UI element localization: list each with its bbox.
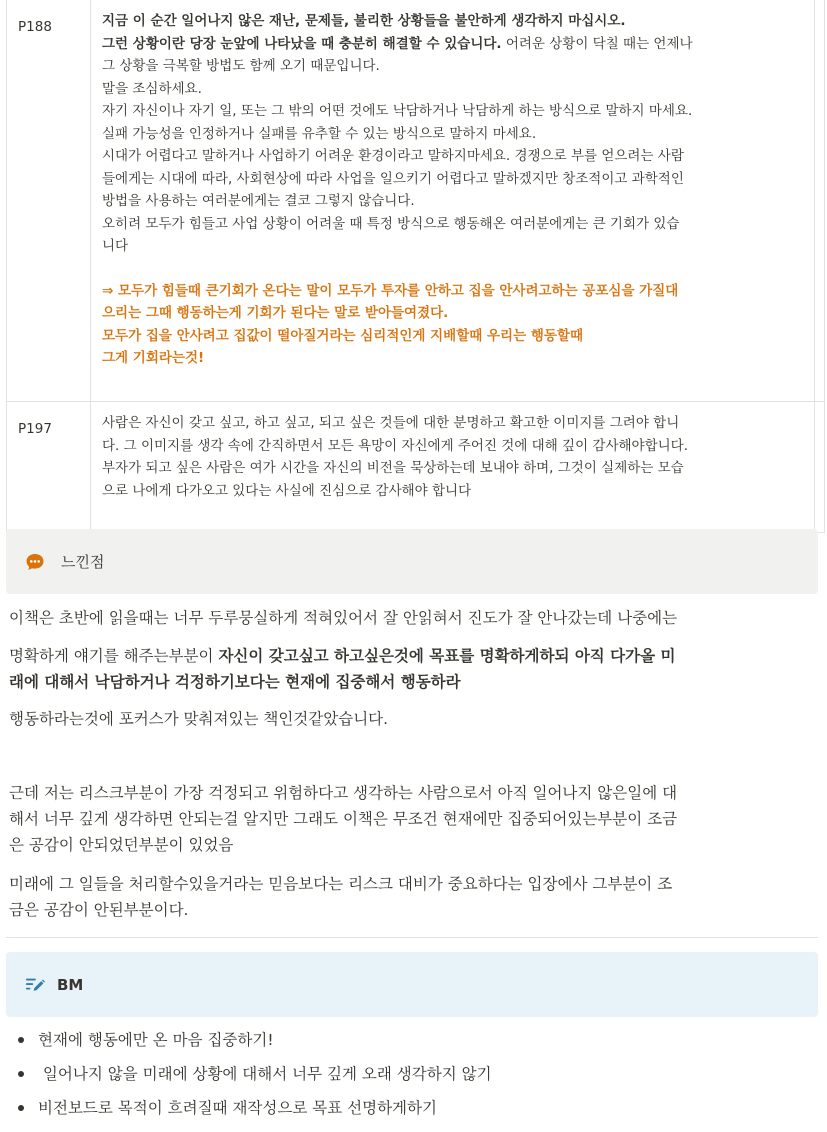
quote-cell[interactable] [91,0,815,402]
bullet-icon [18,1105,24,1111]
paragraph[interactable] [9,780,817,858]
paragraph[interactable]: 이책은 초반에 읽을때는 너무 두루뭉실하게 적혀있어서 잘 안읽혀서 진도가 잘 안나갔는데 나중에는 [9,609,678,627]
callout-feelings[interactable] [6,529,818,594]
callout-title: BM [57,975,84,994]
quote-line: 자기 자신이나 자기 일, 또는 그 밖의 어떤 것에도 낙담하거나 낙담하게 하는 방식으로 말하지 마세요. [102,103,693,119]
quote-cell[interactable] [91,402,815,533]
quote-line: 부자가 되고 싶은 사람은 여가 시간을 자신의 비전을 묵상하는데 보내야 하며, 그것이 실제하는 모습 [102,460,684,476]
quote-line: 으로 나에게 다가오고 있다는 사실에 진심으로 감사해야 합니다 [102,482,472,499]
page-number-cell[interactable] [7,0,91,402]
speech-bubble-icon [25,552,45,572]
quote-line: 들에게는 시대에 따라, 사회현상에 따라 사업을 일으키기 어렵다고 말하겠지만 창조적이고 과학적인 [102,170,684,187]
extra-cell[interactable] [815,0,825,402]
table-row [7,402,825,533]
divider [6,937,818,938]
highlight-line: 으리는 그때 행동하는게 기회가 된다는 말로 받아들여졌다. [102,305,449,321]
quote-line: 실패 가능성을 인정하거나 실패를 유추할 수 있는 방식으로 말하지 마세요. [102,125,537,142]
paragraph-text: 은 공감이 안되었던부분이 있었음 [9,836,234,854]
quote-line [102,33,796,56]
list-item-text: 일어나지 않을 미래에 상황에 대해서 너무 깊게 오래 생각하지 않기 [38,1065,492,1083]
paragraph-text: 미래에 그 일들을 처리할수있을거라는 믿음보다는 리스크 대비가 중요하다는 입장에사 그부분이 조 [9,875,673,893]
list-item-text: 현재에 행동에만 온 마음 집중하기! [38,1031,274,1049]
bm-bullet-list [18,1027,808,1129]
quote-text: 어려운 상황이 닥칠 때는 언제나 [501,35,693,52]
bullet-icon [18,1037,24,1043]
table-row [7,0,825,402]
quote-line: 말을 조심하세요. [102,80,202,97]
quote-line: 니다 [102,238,129,254]
list-item[interactable] [18,1095,808,1129]
list-item[interactable] [18,1061,808,1095]
paragraph-text: 근데 저는 리스크부분이 가장 걱정되고 위험하다고 생각하는 사람으로서 아직 일어나지 않은일에 대 [9,784,678,802]
page-number: P188 [18,19,52,35]
callout-title: 느낀점 [61,553,105,571]
highlight-line: 모두가 집을 안사려고 집값이 떨아질거라는 심리적인게 지배할때 우리는 행동할때 [102,327,583,344]
paragraph[interactable]: 행동하라는것에 포커스가 맞춰져있는 책인것같았습니다. [9,710,389,728]
list-item-text: 비전보드로 목적이 흐려질때 재작성으로 목표 선명하게하기 [38,1099,437,1117]
quote-line: 오히려 모두가 힘들고 사업 상황이 어려울 때 특정 방식으로 행동해온 여러분에게는 큰 기회가 있습 [102,215,680,232]
quote-line: 시대가 어렵다고 말하거나 사업하기 어려운 환경이라고 말하지마세요. 경쟁으로 부를 얻으려는 사람 [102,148,684,164]
paragraph-bold-text: 자신이 갖고싶고 하고싶은것에 목표를 명확하게하되 아직 다가올 미 [218,647,676,665]
paragraph-text: 명확하게 얘기를 해주는부분이 [9,647,219,665]
quote-line: 다. 그 이미지를 생각 속에 간직하면서 모든 욕망이 자신에게 주어진 것에 대해 깊이 감사해야합니다. [102,437,689,454]
extra-cell[interactable] [815,402,825,533]
page-number-cell[interactable] [7,402,91,533]
quote-line: 지금 이 순간 일어나지 않은 재난, 문제들, 불리한 상황들을 불안하게 생각하지 마십시오. [102,13,626,29]
paragraph[interactable] [9,643,817,695]
quote-bold-text: 그런 상황이란 당장 눈앞에 나타났을 때 충분히 해결할 수 있습니다. [102,35,502,52]
paragraph-text: 해서 너무 깊게 생각하면 안되는걸 알지만 그래도 이책은 무조건 현재에만 집중되어있는부분이 조금 [9,810,678,828]
page-number: P197 [18,421,52,437]
highlight-line: 그게 기회라는것! [102,350,205,366]
quote-line: 사람은 자신이 갖고 싶고, 하고 싶고, 되고 싶은 것들에 대한 분명하고 확고한 이미지를 그려야 합니 [102,415,680,431]
bullet-icon [18,1071,24,1077]
edit-list-icon [25,975,45,995]
callout-bm[interactable] [6,952,818,1017]
paragraph-bold-text: 래에 대해서 낙담하거나 걱정하기보다는 현재에 집중해서 행동하라 [9,673,461,691]
highlight-line: ⇒ 모두가 힘들때 큰기회가 온다는 말이 모두가 투자를 안하고 집을 안사려고하는 공포심을 가질대 [102,282,679,299]
quote-line: 그 상황을 극복할 방법도 함께 오기 때문입니다. [102,58,380,74]
quote-table [6,0,825,533]
paragraph[interactable] [9,871,817,923]
blank-line [102,258,796,280]
list-item[interactable] [18,1027,808,1061]
paragraph-text: 금은 공감이 안된부분이다. [9,901,189,919]
quote-line: 방법을 사용하는 여러분에게는 결코 그렇지 않습니다. [102,193,415,209]
